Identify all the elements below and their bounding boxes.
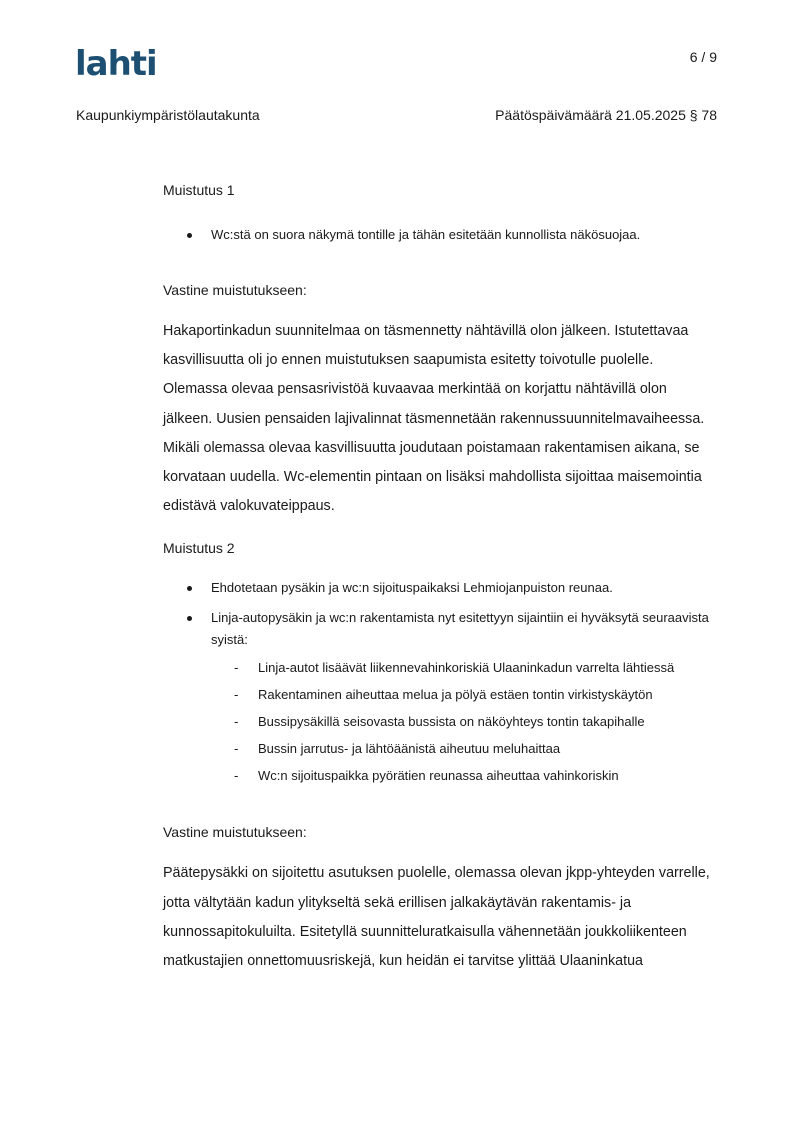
lahti-logo: lahti	[75, 44, 157, 84]
reason-item: - Wc:n sijoituspaikka pyörätien reunassa aiheuttaa vahinkoriskin	[163, 762, 719, 789]
bullet-list	[163, 224, 719, 246]
document-body	[163, 180, 719, 976]
committee-name: Kaupunkiympäristölautakunta	[76, 107, 260, 123]
section-heading-muistutus-1: Muistutus 1	[163, 182, 235, 198]
decision-date: Päätöspäivämäärä 21.05.2025 § 78	[495, 107, 717, 123]
section-heading-vastine-2: Vastine muistutukseen:	[163, 824, 307, 841]
reason-item: - Rakentaminen aiheuttaa melua ja pölyä estäen tontin virkistyskäytön	[163, 681, 719, 708]
bullet-item: Ehdotetaan pysäkin ja wc:n sijoituspaikaksi Lehmiojanpuiston reunaa.	[163, 577, 719, 599]
bullet-list	[163, 577, 719, 651]
section-heading-vastine-1: Vastine muistutukseen:	[163, 282, 307, 298]
reason-item: - Linja-autot lisäävät liikennevahinkoriskiä Ulaaninkadun varrelta lähtiessä	[163, 654, 719, 681]
response-paragraph-1: Hakaportinkadun suunnitelmaa on täsmennetty nähtävillä olon jälkeen. Istutettavaa kasvillisuutta oli jo ennen muistutuksen saapumista esitetty toivotulle puolelle. Olemassa olevaa pensasrivistöä kuvaavaa merkintää on korjattu nähtävillä olon jälkeen. Uusien pensaiden lajivalinnat täsmennetään rakennussuunnitelmavaiheessa. Mikäli olemassa olevaa kasvillisuutta joudutaan poistamaan rakentamisen aikana, se korvataan uudella. Wc-elementin pintaan on lisäksi mahdollista sijoittaa maisemointia edistävä valokuvateippaus.	[163, 323, 705, 515]
bullet-item: Linja-autopysäkin ja wc:n rakentamista nyt esitettyyn sijaintiin ei hyväksytä seuraavista syistä:	[163, 607, 719, 651]
bullet-item: Wc:stä on suora näkymä tontille ja tähän esitetään kunnollista näkösuojaa.	[163, 224, 719, 246]
reason-item: - Bussin jarrutus- ja lähtöäänistä aiheutuu meluhaittaa	[163, 735, 719, 762]
section-heading-muistutus-2: Muistutus 2	[163, 540, 235, 557]
reason-list	[163, 654, 719, 789]
response-paragraph-2: Päätepysäkki on sijoitettu asutuksen puolelle, olemassa olevan jkpp-yhteyden varrelle, jotta vältytään kadun ylitykseltä sekä erillisen jalkakäytävän rakentamis- ja kunnossapitokuluilta. Esitetyllä suunnitteluratkaisulla vähennetään joukkoliikenteen matkustajien onnettomuusriskejä, kun heidän ei tarvitse ylittää Ulaaninkatua	[163, 865, 710, 970]
reason-item: - Bussipysäkillä seisovasta bussista on näköyhteys tontin takapihalle	[163, 708, 719, 735]
page-number: 6 / 9	[689, 49, 717, 65]
